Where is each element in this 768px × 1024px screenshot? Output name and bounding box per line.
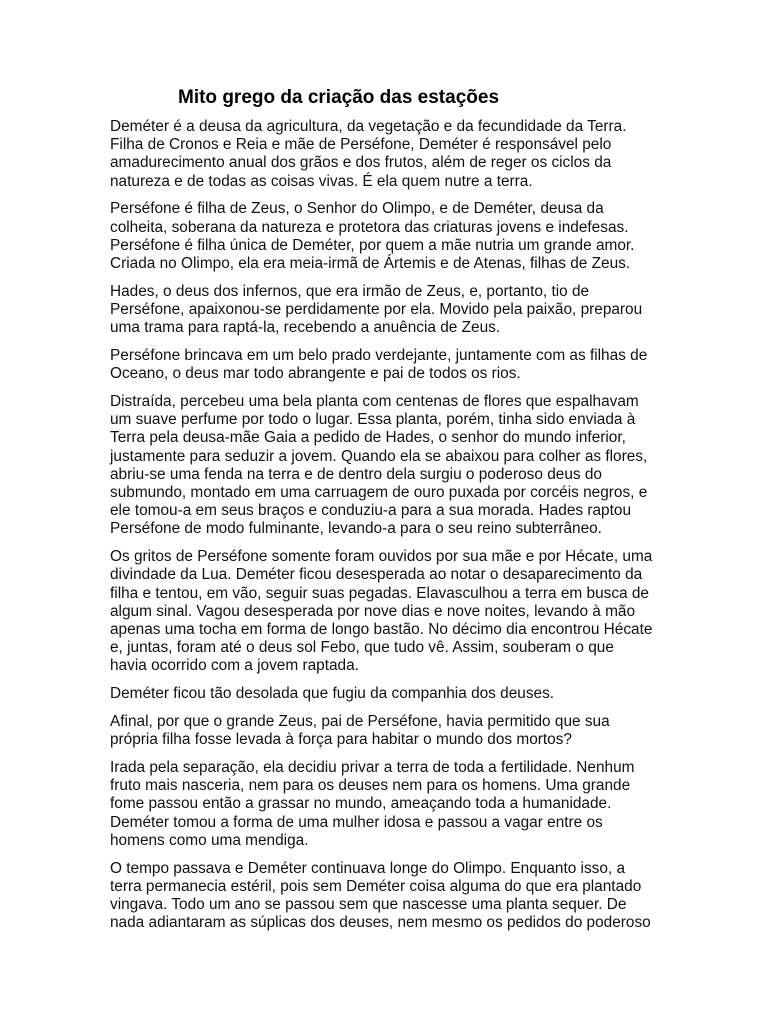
paragraph-line: ele tomou-a em seus braços e conduziu-a para a sua morada. Hades raptou — [110, 502, 632, 520]
paragraph-line: Perséfone de modo fulminante, levando-a para o seu reino subterrâneo. — [110, 520, 602, 538]
paragraph-line: O tempo passava e Deméter continuava longe do Olimpo. Enquanto isso, a — [110, 859, 626, 877]
paragraph-line: Deméter tomou a forma de uma mulher idosa e passou a vagar entre os — [110, 813, 603, 831]
paragraph-line: Perséfone é filha de Zeus, o Senhor do Olimpo, e de Deméter, deusa da — [110, 200, 604, 218]
paragraph-line: própria filha fosse levada à força para habitar o mundo dos mortos? — [110, 731, 572, 749]
paragraph — [110, 713, 670, 749]
paragraph-line: amadurecimento anual dos grãos e dos frutos, além de reger os ciclos da — [110, 154, 612, 172]
paragraph — [110, 685, 670, 703]
paragraph — [110, 118, 670, 191]
paragraph-line: nada adiantaram as súplicas dos deuses, nem mesmo os pedidos do poderoso — [110, 914, 651, 932]
paragraph-line: Deméter é a deusa da agricultura, da vegetação e da fecundidade da Terra. — [110, 118, 627, 135]
paragraph-line: havia ocorrido com a jovem raptada. — [110, 657, 359, 675]
paragraph-line: Hades, o deus dos infernos, que era irmão de Zeus, e, portanto, tio de — [110, 282, 590, 300]
paragraph-line: natureza e de todas as coisas vivas. É ela quem nutre a terra. — [110, 172, 533, 190]
paragraph-line: apenas uma tocha em forma de longo bastão. No décimo dia encontrou Hécate — [110, 621, 653, 639]
paragraph-line: abriu-se uma fenda na terra e de dentro dela surgiu o poderoso deus do — [110, 465, 602, 483]
paragraph — [110, 860, 670, 933]
paragraph-line: Afinal, por que o grande Zeus, pai de Perséfone, havia permitido que sua — [110, 713, 610, 731]
paragraph — [110, 548, 670, 675]
paragraph-line: Irada pela separação, ela decidiu privar a terra de toda a fertilidade. Nenhum — [110, 759, 635, 777]
paragraph-line: submundo, montado em uma carruagem de ouro puxada por corcéis negros, e — [110, 484, 648, 502]
paragraph-line: colheita, soberana da natureza e protetora das criaturas jovens e indefesas. — [110, 218, 629, 236]
paragraph-line: divindade da Lua. Deméter ficou desesperada ao notar o desaparecimento da — [110, 566, 643, 584]
paragraph-line: Criada no Olimpo, ela era meia-irmã de Ártemis e de Atenas, filhas de Zeus. — [110, 255, 631, 273]
paragraph-line: e, juntas, foram até o deus sol Febo, que tudo vê. Assim, souberam o que — [110, 639, 614, 657]
paragraph-line: uma trama para raptá-la, recebendo a anuência de Zeus. — [110, 319, 501, 337]
paragraph-line: terra permanecia estéril, pois sem Deméter coisa alguma do que era plantado — [110, 877, 642, 895]
paragraph-line: fruto mais nasceria, nem para os deuses nem para os homens. Uma grande — [110, 777, 631, 795]
paragraph-line: Deméter ficou tão desolada que fugiu da companhia dos deuses. — [110, 685, 555, 703]
paragraph — [110, 283, 670, 338]
paragraph-line: Filha de Cronos e Reia e mãe de Perséfone, Deméter é responsável pelo — [110, 136, 612, 154]
paragraph-line: algum sinal. Vagou desesperada por nove dias e nove noites, levando à mão — [110, 602, 636, 620]
paragraph-line: vingava. Todo um ano se passou sem que nascesse uma planta sequer. De — [110, 896, 627, 914]
paragraph-line: Perséfone, apaixonou-se perdidamente por ela. Movido pela paixão, preparou — [110, 301, 643, 319]
paragraph-line: Os gritos de Perséfone somente foram ouvidos por sua mãe e por Hécate, uma — [110, 548, 653, 566]
paragraph-line: Perséfone brincava em um belo prado verdejante, juntamente com as filhas de — [110, 347, 648, 365]
paragraph-line: homens como uma mendiga. — [110, 831, 309, 849]
document-title: Mito grego da criação das estações — [178, 87, 500, 108]
paragraph-line: um suave perfume por todo o lugar. Essa planta, porém, tinha sido enviada à — [110, 411, 636, 429]
paragraph-line: Terra pela deusa-mãe Gaia a pedido de Hades, o senhor do mundo inferior, — [110, 429, 626, 447]
paragraph-line: fome passou então a grassar no mundo, ameaçando toda a humanidade. — [110, 795, 612, 813]
paragraph — [110, 347, 670, 383]
document-body — [110, 118, 670, 942]
paragraph — [110, 759, 670, 850]
paragraph — [110, 200, 670, 273]
paragraph — [110, 393, 670, 539]
paragraph-line: Distraída, percebeu uma bela planta com centenas de flores que espalhavam — [110, 393, 639, 411]
paragraph-line: Perséfone é filha única de Deméter, por quem a mãe nutria um grande amor. — [110, 236, 635, 254]
paragraph-line: filha e tentou, em vão, seguir suas pegadas. Elavasculhou a terra em busca de — [110, 584, 649, 602]
paragraph-line: Oceano, o deus mar todo abrangente e pai de todos os rios. — [110, 365, 521, 383]
paragraph-line: justamente para seduzir a jovem. Quando ela se abaixou para colher as flores, — [110, 447, 648, 465]
